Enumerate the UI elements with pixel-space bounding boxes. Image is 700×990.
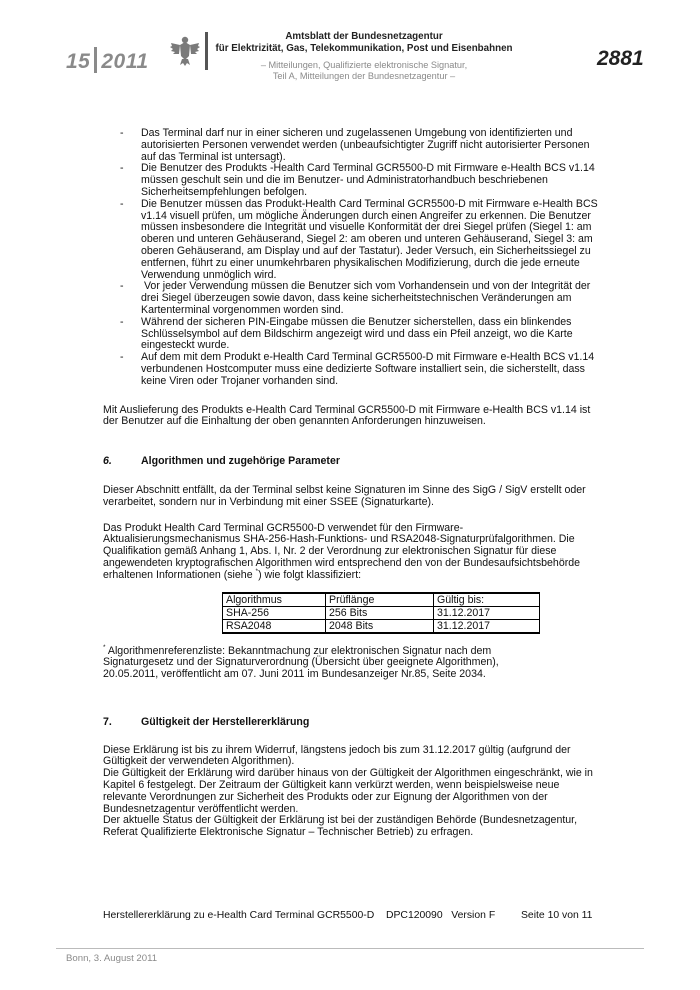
text-line: Der aktuelle Status der Gültigkeit der Erklärung ist bei der zuständigen Behörde (Bundesnetzagentur, xyxy=(103,814,578,827)
table-cell: RSA2048 xyxy=(223,619,326,633)
text-line: Die Benutzer müssen das Produkt-Health Card Terminal GCR5500-D mit Firmware e-Health BCS xyxy=(141,197,598,210)
section-7-heading xyxy=(103,717,623,729)
text-fragment: Algorithmenreferenzliste: Bekanntmachung zur elektronischen Signatur nach dem xyxy=(105,644,492,657)
table-header-cell: Gültig bis: xyxy=(434,593,540,607)
bullet-dash: - xyxy=(120,127,124,139)
gazette-title-line: Amtsblatt der Bundesnetzagentur xyxy=(285,31,443,42)
bullet-dash: - xyxy=(120,197,124,210)
page-number: 2881 xyxy=(597,47,644,70)
text-line: relevante Verordnungen zur Sicherheit des Produkts oder zur Eignung der Algorithmen von der xyxy=(103,790,548,803)
delivery-paragraph xyxy=(103,405,623,429)
text-line: Verwendung unmöglich wird. xyxy=(141,268,277,281)
text-line: keine Viren oder Trojaner vorhanden sind. xyxy=(141,374,339,387)
footnote-marker: * xyxy=(103,643,106,651)
table-cell: 256 Bits xyxy=(326,606,434,619)
section-6-paragraph-2 xyxy=(103,523,623,582)
gazette-subtitle xyxy=(230,60,498,82)
text-line: Kapitel 6 festgelegt. Der Zeitraum der Gültigkeit kann verkürzt werden, wenn beispielsweise neue xyxy=(103,779,560,792)
header-rule xyxy=(205,32,208,70)
text-line: Signaturgesetz und der Signaturverordnung (Übersicht über geeignete Algorithmen), xyxy=(103,656,499,669)
gazette-title-line: für Elektrizität, Gas, Telekommunikation, Post und Eisenbahnen xyxy=(215,42,513,54)
table-cell: 2048 Bits xyxy=(326,619,434,633)
text-line xyxy=(103,567,623,582)
list-item xyxy=(103,199,623,282)
section-6-paragraph-1 xyxy=(103,485,623,509)
section-number: 6. xyxy=(103,455,112,468)
footer-rule xyxy=(56,948,644,949)
issue-number: 15 xyxy=(66,50,91,73)
text-line: Während der sicheren PIN-Eingabe müssen die Benutzer sicherstellen, dass ein blinkendes xyxy=(141,315,572,328)
text-line: entfernen, führt zu einer unumkehrbaren physikalischen Modifizierung, durch die jede erneute xyxy=(141,256,580,269)
issue-divider xyxy=(94,47,97,73)
document-footer xyxy=(103,910,623,921)
text-line: Mit Auslieferung des Produkts e-Health Card Terminal GCR5500-D mit Firmware e-Health BCS v1.14 ist xyxy=(103,403,591,416)
table-header-cell: Algorithmus xyxy=(223,593,326,607)
text-line: Vor jeder Verwendung müssen die Benutzer sich vom Vorhandensein und von der Integrität der xyxy=(141,280,591,293)
section-number: 7. xyxy=(103,715,112,728)
text-line: Schlüsselsymbol auf dem Bildschirm angezeigt wird und dass ein Pfeil anzeigt, wo die Karte xyxy=(141,327,573,340)
list-item xyxy=(103,317,623,352)
text-line: verarbeitet, sondern nur in Verbindung mit einer SSEE (Signaturkarte). xyxy=(103,495,434,508)
list-item xyxy=(103,128,623,163)
text-line: angewendeten kryptografischen Algorithmen wird entsprechend den von der Bundesaufsichtsbehörde xyxy=(103,556,581,569)
table-header-row xyxy=(223,593,540,607)
text-line: oberen und unteren Gehäuserand, Siegel 2: am oberen und unteren Gehäuserand, Siegel 3: am xyxy=(141,233,593,246)
bullet-dash: - xyxy=(120,162,124,175)
table-cell: 31.12.2017 xyxy=(434,619,540,633)
issue-label xyxy=(66,47,149,74)
text-line: Diese Erklärung ist bis zu ihrem Widerruf, längstens jedoch bis zum 31.12.2017 gültig (aufgrund der xyxy=(103,743,571,756)
text-line: Das Terminal darf nur in einer sicheren und zugelassenen Umgebung von identifizierten und xyxy=(141,127,573,139)
table-row xyxy=(223,606,540,619)
table-cell: SHA-256 xyxy=(223,606,326,619)
gazette-subtitle-line: – Mitteilungen, Qualifizierte elektronische Signatur, xyxy=(260,60,468,70)
text-line: Die Gültigkeit der Erklärung wird darüber hinaus von der Gültigkeit der Algorithmen eingeschränkt, wie in xyxy=(103,767,593,780)
text-line: der Benutzer auf die Einhaltung der oben genannten Anforderungen hinzuweisen. xyxy=(103,415,486,428)
table-cell: 31.12.2017 xyxy=(434,606,540,619)
text-fragment: ) wie folgt klassifiziert: xyxy=(258,568,362,581)
text-line: 20.05.2011, veröffentlicht am 07. Juni 2011 im Bundesanzeiger Nr.85, Seite 2034. xyxy=(103,668,486,681)
text-line: Qualifikation gemäß Anhang 1, Abs. I, Nr. 2 der Verordnung zur elektronischen Signatur für diese xyxy=(103,545,557,558)
text-line: Aktualisierungsmechanismus SHA-256-Hash-Funktions- und RSA2048-Signaturprüfalgorithmen. Die xyxy=(103,533,575,546)
text-line: Auf dem mit dem Produkt e-Health Card Terminal GCR5500-D mit Firmware e-Health BCS v1.14 xyxy=(141,351,595,364)
issue-year: 2011 xyxy=(101,50,149,73)
section-7-paragraph xyxy=(103,745,623,839)
footer-document-title: Herstellererklärung zu e-Health Card Terminal GCR5500-D xyxy=(103,910,375,921)
text-line: Sicherheitsempfehlungen befolgen. xyxy=(141,185,308,198)
footer-version: DPC120090 Version F xyxy=(386,910,496,921)
footnote xyxy=(103,643,623,681)
federal-eagle-icon xyxy=(168,34,202,68)
text-line: autorisierten Personen verwendet werden (unbeaufsichtigter Zugriff nicht autorisierter Personen xyxy=(141,138,590,151)
text-line: Das Produkt Health Card Terminal GCR5500-D verwendet für den Firmware- xyxy=(103,521,464,534)
text-fragment: erhaltenen Informationen (siehe xyxy=(103,568,256,581)
bullet-dash: - xyxy=(120,315,124,328)
text-line: Die Benutzer des Produkts -Health Card Terminal GCR5500-D mit Firmware e-Health BCS v1.14 xyxy=(141,162,595,175)
table-header-cell: Prüflänge xyxy=(326,593,434,607)
text-line: müssen insbesondere die Integrität und visuelle Konformität der drei Siegel prüfen (Siegel 1: am xyxy=(141,221,592,234)
text-line: v1.14 visuell prüfen, um mögliche Änderungen durch einen Angreifer zu erkennen. Die Benutzer xyxy=(141,209,591,222)
footnote-marker: * xyxy=(255,567,259,575)
text-line: Referat Qualifizierte Elektronische Signatur – Technischer Betrieb) zu erfragen. xyxy=(103,826,474,839)
text-line: oberen Gehäuserand, am Display und auf der Tastatur). Jeder Versuch, ein Sicherheitssiegel zu xyxy=(141,244,591,257)
text-line: verbundenen Hostcomputer muss eine dedizierte Software installiert sein, die sicherstellt, dass xyxy=(141,362,585,375)
text-line: Dieser Abschnitt entfällt, da der Terminal selbst keine Signaturen im Sinne des SigG / SigV erstellt oder xyxy=(103,483,586,496)
list-item xyxy=(103,281,623,316)
table-row xyxy=(223,619,540,633)
text-line: Gültigkeit der verwendeten Algorithmen). xyxy=(103,755,295,768)
text-line: auf das Terminal ist untersagt). xyxy=(141,150,286,163)
text-line: eingesteckt wurde. xyxy=(141,339,230,352)
gazette-title xyxy=(214,31,514,54)
algorithm-table xyxy=(222,592,540,634)
publication-date: Bonn, 3. August 2011 xyxy=(66,953,158,964)
section-title: Algorithmen und zugehörige Parameter xyxy=(141,455,340,468)
text-line: Bundesnetzagentur veröffentlicht werden. xyxy=(103,802,299,815)
section-title: Gültigkeit der Herstellererklärung xyxy=(141,715,310,728)
requirements-list xyxy=(103,128,623,388)
bullet-dash: - xyxy=(120,280,124,293)
section-6-heading xyxy=(103,456,623,468)
text-line: Kartenterminal vorgenommen worden sind. xyxy=(141,303,344,316)
list-item xyxy=(103,163,623,198)
footer-page-count: Seite 10 von 11 xyxy=(521,910,593,921)
gazette-subtitle-line: Teil A, Mitteilungen der Bundesnetzagentur – xyxy=(272,71,456,81)
text-line: drei Siegel überzeugen sowie davon, dass keine sicherheitstechnischen Veränderungen am xyxy=(141,292,572,305)
bullet-dash: - xyxy=(120,351,124,364)
text-line: müssen geschult sein und die im Benutzer- und Administratorhandbuch beschriebenen xyxy=(141,174,548,187)
document-body xyxy=(103,128,623,839)
list-item xyxy=(103,352,623,387)
